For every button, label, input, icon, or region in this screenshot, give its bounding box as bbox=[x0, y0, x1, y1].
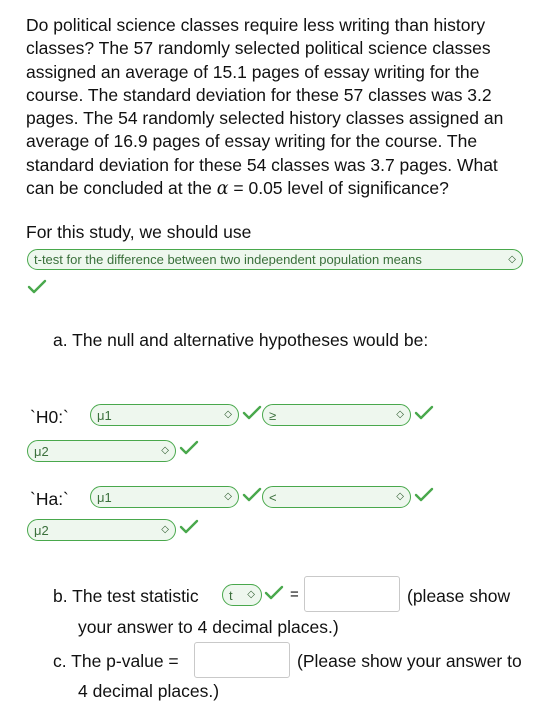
h0-right-select[interactable] bbox=[27, 440, 176, 462]
alpha-symbol: α bbox=[216, 179, 229, 200]
ha-left-select[interactable] bbox=[90, 486, 239, 508]
select-arrows-icon: ◇ bbox=[508, 253, 516, 265]
ha-right-select[interactable] bbox=[27, 519, 176, 541]
question-text bbox=[26, 14, 526, 201]
question-line-pre: can be concluded at the bbox=[26, 178, 217, 199]
equals-sign: = bbox=[290, 586, 299, 603]
h0-right-value: μ2 bbox=[34, 444, 49, 458]
part-b-hint-cont: your answer to 4 decimal places.) bbox=[78, 617, 339, 637]
ha-operator-value: < bbox=[269, 490, 277, 504]
p-value-input[interactable] bbox=[194, 642, 290, 678]
h0-operator-value: ≥ bbox=[269, 408, 277, 422]
correct-check-icon bbox=[414, 487, 434, 503]
question-line: course. The standard deviation for these 57 classes was 3.2 bbox=[26, 84, 492, 105]
question-line bbox=[26, 177, 526, 201]
ha-right-value: μ2 bbox=[34, 523, 49, 537]
test-type-select[interactable] bbox=[27, 249, 523, 270]
correct-check-icon bbox=[242, 487, 262, 503]
test-type-value: t-test for the difference between two independent population means bbox=[34, 253, 422, 266]
correct-check-icon bbox=[414, 405, 434, 421]
correct-check-icon bbox=[264, 585, 284, 601]
ha-left-value: μ1 bbox=[97, 490, 112, 504]
correct-check-icon bbox=[242, 405, 262, 421]
part-a-label: a. The null and alternative hypotheses would be: bbox=[53, 330, 429, 350]
ha-operator-select[interactable] bbox=[262, 486, 411, 508]
study-label: For this study, we should use bbox=[26, 222, 252, 242]
h0-left-select[interactable] bbox=[90, 404, 239, 426]
select-arrows-icon: ◇ bbox=[161, 445, 169, 456]
part-b-label: b. The test statistic bbox=[53, 586, 199, 606]
correct-check-icon bbox=[179, 519, 199, 535]
select-arrows-icon: ◇ bbox=[396, 409, 404, 420]
question-line: classes? The 57 randomly selected political science classes bbox=[26, 38, 491, 59]
part-b-hint: (please show bbox=[407, 586, 511, 606]
h0-operator-select[interactable] bbox=[262, 404, 411, 426]
select-arrows-icon: ◇ bbox=[224, 491, 232, 502]
part-c-label: c. The p-value = bbox=[53, 651, 179, 671]
test-statistic-input[interactable] bbox=[304, 576, 400, 612]
select-arrows-icon: ◇ bbox=[161, 524, 169, 535]
select-arrows-icon: ◇ bbox=[224, 409, 232, 420]
test-statistic-select[interactable] bbox=[222, 584, 262, 606]
question-line-post: = 0.05 level of significance? bbox=[228, 178, 449, 199]
question-line: Do political science classes require less writing than history bbox=[26, 15, 486, 35]
select-arrows-icon: ◇ bbox=[396, 491, 404, 502]
select-arrows-icon: ◇ bbox=[247, 589, 255, 600]
ha-label: `Ha:` bbox=[30, 489, 69, 509]
correct-check-icon bbox=[27, 279, 47, 295]
h0-label: `H0:` bbox=[30, 407, 69, 427]
part-c-hint-cont: 4 decimal places.) bbox=[78, 681, 220, 701]
part-c-hint: (Please show your answer to bbox=[297, 651, 522, 671]
question-line: average of 16.9 pages of essay writing for the course. The bbox=[26, 131, 478, 152]
question-line: pages. The 54 randomly selected history classes assigned an bbox=[26, 108, 504, 129]
test-statistic-value: t bbox=[229, 588, 233, 602]
question-line: assigned an average of 15.1 pages of essay writing for the bbox=[26, 61, 480, 82]
question-line: standard deviation for these 54 classes was 3.7 pages. What bbox=[26, 154, 498, 175]
correct-check-icon bbox=[179, 440, 199, 456]
h0-left-value: μ1 bbox=[97, 408, 112, 422]
